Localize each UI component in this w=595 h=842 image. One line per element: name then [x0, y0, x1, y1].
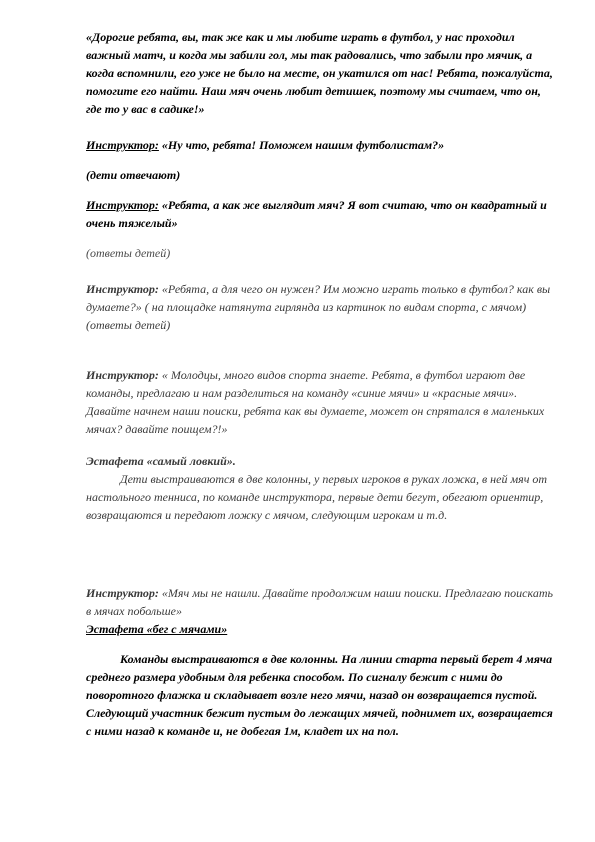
instructor-paragraph-3 — [86, 280, 556, 316]
instructor-speech: «Мяч мы не нашли. Давайте продолжим наши поиски. Предлагаю поискать в мячах побольше» — [86, 586, 553, 618]
children-answer-2 — [86, 244, 556, 262]
intro-paragraph — [86, 28, 556, 118]
children-answer-text: (дети отвечают) — [86, 168, 181, 182]
instructor-speech: «Ребята, а для чего он нужен? Им можно играть только в футбол? как вы думаете?» ( на площадке натянута гирлянда из картинок по видам спорта, с мячом) — [86, 282, 551, 314]
instructor-line-2 — [86, 196, 556, 232]
instructor-label: Инструктор: — [86, 368, 159, 382]
instructor-speech: «Ребята, а как же выглядит мяч? Я вот считаю, что он квадратный и очень тяжелый» — [86, 198, 547, 230]
instructor-paragraph-4 — [86, 366, 556, 438]
instructor-line-4 — [86, 366, 556, 438]
children-answer-text: (ответы детей) — [86, 318, 171, 332]
instructor-paragraph-1 — [86, 136, 556, 154]
children-answer-1 — [86, 166, 556, 184]
relay-2-description: Команды выстраиваются в две колонны. На линии старта первый берет 4 мяча среднего размера удобным для ребенка способом. По сигналу бежит с ними до поворотного флажка и складывает возле него мячи, назад он возвращается пустой. Следующий участник бежит пустым до лежащих мячей, поднимет их, возвращается с ними назад к команде и, не добегая 1м, кладет их на пол. — [86, 652, 553, 738]
relay-2-title-block — [86, 620, 556, 638]
relay-1-section — [86, 452, 556, 524]
instructor-label: Инструктор: — [86, 586, 159, 600]
intro-text: «Дорогие ребята, вы, так же как и мы любите играть в футбол, у нас проходил важный матч, и когда мы забили гол, мы так радовались, что забыли про мячик, а когда вспомнили, его уже не было на месте, он укатился от нас! Ребята, пожалуйста, помогите его найти. Наш мяч очень любит детишек, поэтому мы считаем, что он, где то у вас в садике!» — [86, 30, 553, 116]
relay-2-title: Эстафета «бег с мячами» — [86, 622, 228, 636]
instructor-label: Инструктор: — [86, 282, 159, 296]
instructor-label: Инструктор: — [86, 138, 159, 152]
relay-1-title: Эстафета «самый ловкий». — [86, 454, 236, 468]
relay-2-section — [86, 650, 556, 740]
children-answer-text: (ответы детей) — [86, 246, 171, 260]
instructor-line-1 — [86, 136, 556, 154]
relay-1-description: Дети выстраиваются в две колонны, у первых игроков в руках ложка, в ней мяч от настольного тенниса, по команде инструктора, первые дети бегут, обегают ориентир, возвращаются и передают ложку с мячом, следующим игрокам и т.д. — [86, 472, 548, 522]
instructor-line-3 — [86, 280, 556, 334]
instructor-speech: «Ну что, ребята! Поможем нашим футболистам?» — [158, 138, 445, 152]
instructor-paragraph-5 — [86, 584, 556, 620]
instructor-line-5 — [86, 584, 556, 620]
instructor-paragraph-2 — [86, 196, 556, 232]
instructor-label: Инструктор: — [86, 198, 159, 212]
instructor-speech: « Молодцы, много видов спорта знаете. Ребята, в футбол играют две команды, предлагаю и нам разделиться на команду «синие мячи» и «красные мячи». Давайте начнем наши поиски, ребята как вы думаете, может он спрятался в маленьких мячах? давайте поищем?!» — [86, 368, 545, 436]
